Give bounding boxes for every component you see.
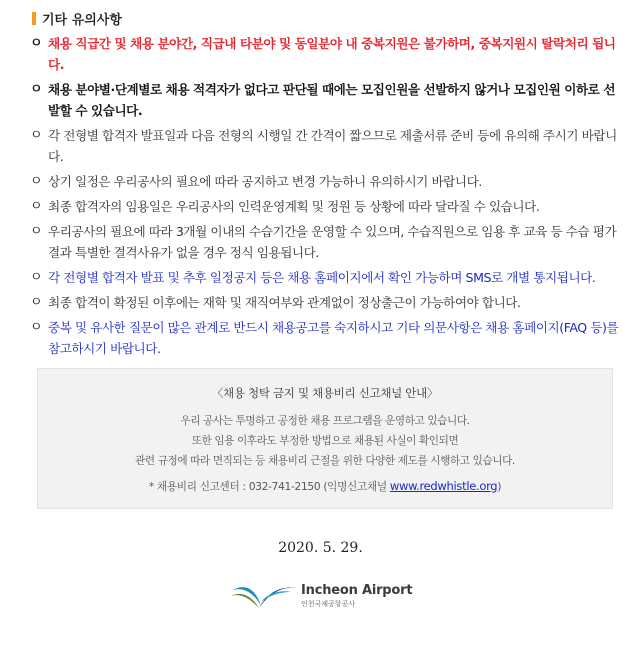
bullet-icon: ㅇ xyxy=(30,82,43,97)
list-item xyxy=(30,196,620,217)
item-text: 우리공사의 필요에 따라 3개월 이내의 수습기간을 운영할 수 있으며, 수습직원으로 임용 후 교육 등 수습 평가 결과 특별한 결격사유가 없을 경우 정식 임용됩니다. xyxy=(48,224,617,260)
section-title: 기타 유의사항 xyxy=(42,13,122,28)
announcement-date: 2020. 5. 29. xyxy=(278,540,363,556)
bullet-icon: ㅇ xyxy=(30,270,43,285)
report-center-text: * 채용비리 신고센터 : 032-741-2150 (익명신고채널 xyxy=(148,481,390,493)
list-item xyxy=(30,125,620,167)
item-text: 각 전형별 합격자 발표 및 추후 일정공지 등은 채용 홈페이지에서 확인 가능하며 SMS로 개별 통지됩니다. xyxy=(48,270,596,285)
footer-suffix: ) xyxy=(497,481,502,493)
bullet-icon: ㅇ xyxy=(30,36,43,51)
item-text: 상기 일정은 우리공사의 필요에 따라 공지하고 변경 가능하니 유의하시기 바랍니다. xyxy=(48,174,482,189)
bullet-icon: ㅇ xyxy=(30,295,43,310)
notice-title: 〈채용 청탁 금지 및 채용비리 신고채널 안내〉 xyxy=(211,386,439,400)
item-text: 중복 및 유사한 질문이 많은 관계로 반드시 채용공고를 숙지하시고 기타 의문사항은 채용 홈페이지(FAQ 등)를 참고하시기 바랍니다. xyxy=(48,320,619,356)
item-text: 최종 합격이 확정된 이후에는 재학 및 재직여부와 관계없이 정상출근이 가능하여야 합니다. xyxy=(48,295,521,310)
list-item xyxy=(30,33,620,75)
airport-swoosh-icon xyxy=(229,580,297,612)
report-channel-notice xyxy=(37,368,613,509)
notice-line: 우리 공사는 투명하고 공정한 채용 프로그램을 운영하고 있습니다. xyxy=(180,415,470,427)
redwhistle-link[interactable]: www.redwhistle.org xyxy=(389,479,498,493)
notice-line: 관련 규정에 따라 면직되는 등 채용비리 근절을 위한 다양한 제도를 시행하고 있습니다. xyxy=(135,455,515,467)
list-item xyxy=(30,221,620,263)
section-heading xyxy=(32,9,122,28)
list-item xyxy=(30,317,620,359)
notice-body xyxy=(38,411,612,471)
list-item xyxy=(30,292,620,313)
logo-text xyxy=(301,583,412,609)
bullet-icon: ㅇ xyxy=(30,128,43,143)
notice-footer xyxy=(38,479,612,494)
heading-marker xyxy=(32,12,36,25)
incheon-airport-logo xyxy=(229,580,412,612)
item-text: 최종 합격자의 임용일은 우리공사의 인력운영계획 및 정원 등 상황에 따라 달라질 수 있습니다. xyxy=(48,199,540,214)
item-text: 채용 분야별·단계별로 채용 적격자가 없다고 판단될 때에는 모집인원을 선발하지 않거나 모집인원 이하로 선발할 수 있습니다. xyxy=(48,82,616,118)
bullet-icon: ㅇ xyxy=(30,224,43,239)
bullet-icon: ㅇ xyxy=(30,320,43,335)
logo-name: Incheon Airport xyxy=(301,583,413,598)
list-item xyxy=(30,171,620,192)
list-item xyxy=(30,267,620,288)
logo-subtitle: 인천국제공항공사 xyxy=(301,600,356,608)
notice-list xyxy=(30,33,620,363)
item-text: 채용 직급간 및 채용 분야간, 직급내 타분야 및 동일분야 내 중복지원은 불가하며, 중복지원시 탈락처리 됩니다. xyxy=(48,36,616,72)
bullet-icon: ㅇ xyxy=(30,174,43,189)
list-item xyxy=(30,79,620,121)
bullet-icon: ㅇ xyxy=(30,199,43,214)
item-text: 각 전형별 합격자 발표일과 다음 전형의 시행일 간 간격이 짧으므로 제출서류 준비 등에 유의해 주시기 바랍니다. xyxy=(48,128,617,164)
notice-line: 또한 임용 이후라도 부정한 방법으로 채용된 사실이 확인되면 xyxy=(191,435,459,447)
